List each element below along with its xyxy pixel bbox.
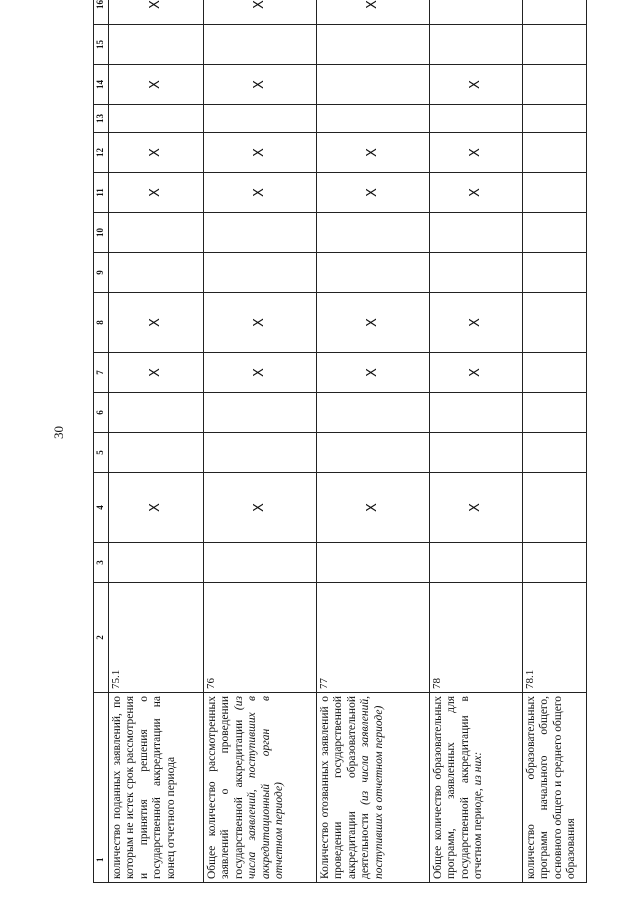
empty-cell xyxy=(429,543,522,583)
empty-cell xyxy=(522,105,586,133)
indicator-text: Количество отозванных заявлений о проведении государственной аккредитации образовательной деятельности xyxy=(318,696,371,879)
empty-cell xyxy=(108,253,203,293)
column-number-4: 4 xyxy=(94,473,109,543)
column-number-row xyxy=(94,0,109,883)
empty-cell xyxy=(203,433,316,473)
table-row xyxy=(429,0,522,883)
row-code: 77 xyxy=(316,583,429,693)
empty-cell xyxy=(429,213,522,253)
column-number-5: 5 xyxy=(94,433,109,473)
empty-cell xyxy=(522,353,586,393)
cross-mark-cell: X xyxy=(108,133,203,173)
column-number-11: 11 xyxy=(94,173,109,213)
indicator-description xyxy=(522,693,586,883)
empty-cell xyxy=(522,65,586,105)
empty-cell xyxy=(203,393,316,433)
empty-cell xyxy=(522,253,586,293)
empty-cell xyxy=(522,173,586,213)
statistics-table xyxy=(93,0,587,883)
empty-cell xyxy=(522,213,586,253)
indicator-text: Общее количество рассмотренных заявлений о проведении государственной аккредитации xyxy=(205,696,245,879)
cross-mark-cell: X xyxy=(108,173,203,213)
cross-mark-cell: X xyxy=(429,473,522,543)
row-code: 76 xyxy=(203,583,316,693)
empty-cell xyxy=(108,213,203,253)
empty-cell xyxy=(108,433,203,473)
empty-cell xyxy=(429,433,522,473)
column-number-8: 8 xyxy=(94,293,109,353)
indicator-description xyxy=(108,693,203,883)
column-number-2: 2 xyxy=(94,583,109,693)
cross-mark-cell: X xyxy=(108,473,203,543)
column-number-16: 16 xyxy=(94,0,109,25)
cross-mark-cell: X xyxy=(108,353,203,393)
empty-cell xyxy=(203,543,316,583)
table-row xyxy=(108,0,203,883)
empty-cell xyxy=(429,105,522,133)
empty-cell xyxy=(522,293,586,353)
empty-cell xyxy=(203,25,316,65)
empty-cell xyxy=(522,433,586,473)
cross-mark-cell: X xyxy=(429,173,522,213)
cross-mark-cell: X xyxy=(203,473,316,543)
cross-mark-cell: X xyxy=(316,133,429,173)
cross-mark-cell: X xyxy=(429,353,522,393)
table-row xyxy=(203,0,316,883)
column-number-1: 1 xyxy=(94,693,109,883)
column-number-7: 7 xyxy=(94,353,109,393)
cross-mark-cell: X xyxy=(203,133,316,173)
empty-cell xyxy=(429,0,522,25)
column-number-10: 10 xyxy=(94,213,109,253)
empty-cell xyxy=(429,393,522,433)
table-row xyxy=(316,0,429,883)
indicator-note: (из числа заявлений, поступивших в аккредитационный орган в отчетном периоде) xyxy=(232,696,285,879)
empty-cell xyxy=(316,433,429,473)
indicator-description xyxy=(316,693,429,883)
empty-cell xyxy=(522,543,586,583)
indicator-description xyxy=(203,693,316,883)
empty-cell xyxy=(522,473,586,543)
column-number-9: 9 xyxy=(94,253,109,293)
cross-mark-cell: X xyxy=(203,65,316,105)
cross-mark-cell: X xyxy=(316,293,429,353)
table-row xyxy=(522,0,586,883)
indicator-note: из них: xyxy=(472,751,484,786)
indicator-text: Общее количество образовательных программ, заявленных для государственной аккредитации в отчетном периоде, xyxy=(431,696,484,879)
cross-mark-cell: X xyxy=(203,173,316,213)
empty-cell xyxy=(203,213,316,253)
empty-cell xyxy=(316,543,429,583)
indicator-text: количество образовательных программ начального общего, основного общего и среднего общего образования xyxy=(524,696,577,879)
empty-cell xyxy=(108,543,203,583)
empty-cell xyxy=(522,133,586,173)
page-number: 30 xyxy=(51,426,66,440)
column-number-15: 15 xyxy=(94,25,109,65)
empty-cell xyxy=(429,25,522,65)
row-code: 75.1 xyxy=(108,583,203,693)
cross-mark-cell: X xyxy=(108,65,203,105)
indicator-text: количество поданных заявлений, по которым не истек срок рассмотрения и принятия решения о государственной аккредитации на конец отчетного периода xyxy=(110,696,177,879)
empty-cell xyxy=(316,253,429,293)
cross-mark-cell: X xyxy=(108,293,203,353)
cross-mark-cell: X xyxy=(316,0,429,25)
cross-mark-cell: X xyxy=(429,65,522,105)
row-code: 78 xyxy=(429,583,522,693)
empty-cell xyxy=(108,393,203,433)
empty-cell xyxy=(522,393,586,433)
column-number-12: 12 xyxy=(94,133,109,173)
statistics-table-wrapper xyxy=(93,0,583,883)
empty-cell xyxy=(203,253,316,293)
column-number-6: 6 xyxy=(94,393,109,433)
column-number-14: 14 xyxy=(94,65,109,105)
cross-mark-cell: X xyxy=(203,293,316,353)
empty-cell xyxy=(429,253,522,293)
empty-cell xyxy=(316,105,429,133)
cross-mark-cell: X xyxy=(316,473,429,543)
empty-cell xyxy=(316,65,429,105)
cross-mark-cell: X xyxy=(203,0,316,25)
empty-cell xyxy=(522,25,586,65)
empty-cell xyxy=(108,25,203,65)
cross-mark-cell: X xyxy=(108,0,203,25)
empty-cell xyxy=(108,105,203,133)
empty-cell xyxy=(316,213,429,253)
cross-mark-cell: X xyxy=(203,353,316,393)
empty-cell xyxy=(522,0,586,25)
empty-cell xyxy=(316,393,429,433)
column-number-13: 13 xyxy=(94,105,109,133)
cross-mark-cell: X xyxy=(316,353,429,393)
cross-mark-cell: X xyxy=(429,133,522,173)
table-body xyxy=(94,0,587,883)
cross-mark-cell: X xyxy=(316,173,429,213)
row-code: 78.1 xyxy=(522,583,586,693)
cross-mark-cell: X xyxy=(429,293,522,353)
empty-cell xyxy=(203,105,316,133)
column-number-3: 3 xyxy=(94,543,109,583)
indicator-note: (из числа заявлений, поступивших в отчетном периоде) xyxy=(359,696,385,879)
indicator-description xyxy=(429,693,522,883)
empty-cell xyxy=(316,25,429,65)
